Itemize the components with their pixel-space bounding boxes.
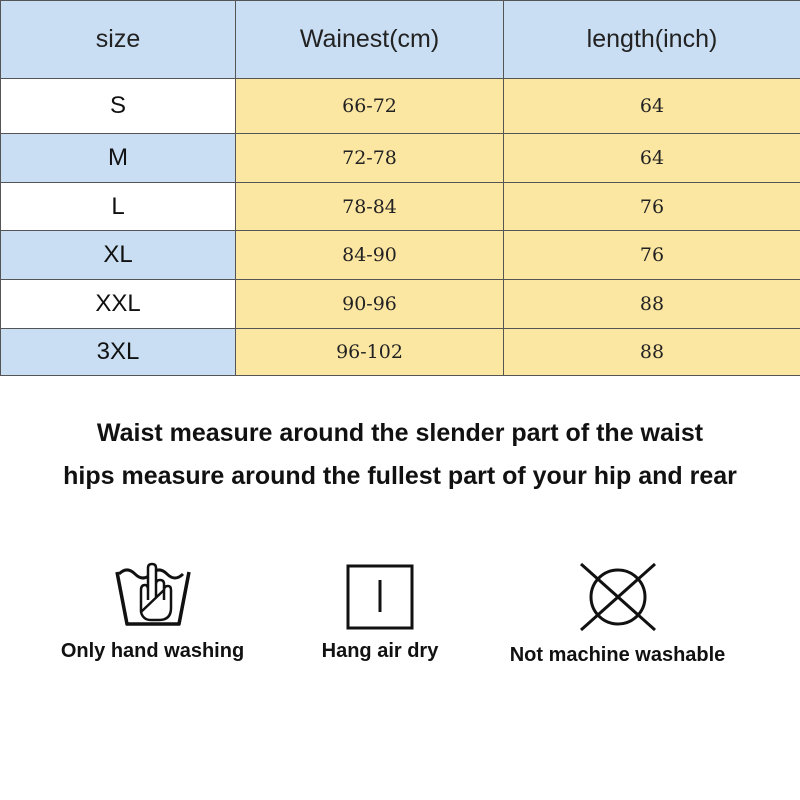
waist-cell: 72-78 xyxy=(236,134,504,183)
waist-cell: 96-102 xyxy=(236,329,504,376)
table-header-row xyxy=(1,1,800,79)
header-length: length(inch) xyxy=(504,1,800,79)
care-instructions xyxy=(0,560,800,680)
measurement-notes xyxy=(0,412,800,498)
table-row xyxy=(1,280,800,329)
table-row xyxy=(1,329,800,376)
size-cell: M xyxy=(1,134,236,183)
size-chart-table xyxy=(0,0,800,376)
length-cell: 88 xyxy=(504,329,800,376)
size-cell: S xyxy=(1,79,236,134)
table-row xyxy=(1,231,800,280)
hang-dry-icon xyxy=(340,560,420,630)
hips-note: hips measure around the fullest part of your hip and rear xyxy=(63,462,737,490)
table-row xyxy=(1,134,800,183)
length-cell: 64 xyxy=(504,79,800,134)
size-cell: 3XL xyxy=(1,329,236,376)
care-item-hand-wash xyxy=(40,560,265,663)
table-row xyxy=(1,79,800,134)
hang-dry-label: Hang air dry xyxy=(321,640,439,662)
length-cell: 76 xyxy=(504,231,800,280)
waist-cell: 90-96 xyxy=(236,280,504,329)
size-cell: XL xyxy=(1,231,236,280)
header-waist: Wainest(cm) xyxy=(236,1,504,79)
length-cell: 64 xyxy=(504,134,800,183)
waist-cell: 84-90 xyxy=(236,231,504,280)
hand-wash-icon xyxy=(113,560,193,630)
waist-note: Waist measure around the slender part of the waist xyxy=(96,419,704,447)
care-item-no-machine-wash xyxy=(485,560,750,667)
length-cell: 88 xyxy=(504,280,800,329)
table-row xyxy=(1,183,800,231)
waist-cell: 78-84 xyxy=(236,183,504,231)
no-machine-wash-label: Not machine washable xyxy=(509,644,726,666)
header-size: size xyxy=(1,1,236,79)
waist-cell: 66-72 xyxy=(236,79,504,134)
size-cell: L xyxy=(1,183,236,231)
no-machine-wash-icon xyxy=(573,560,663,634)
size-cell: XXL xyxy=(1,280,236,329)
care-item-hang-dry xyxy=(300,560,460,663)
length-cell: 76 xyxy=(504,183,800,231)
hand-wash-label: Only hand washing xyxy=(60,640,245,662)
